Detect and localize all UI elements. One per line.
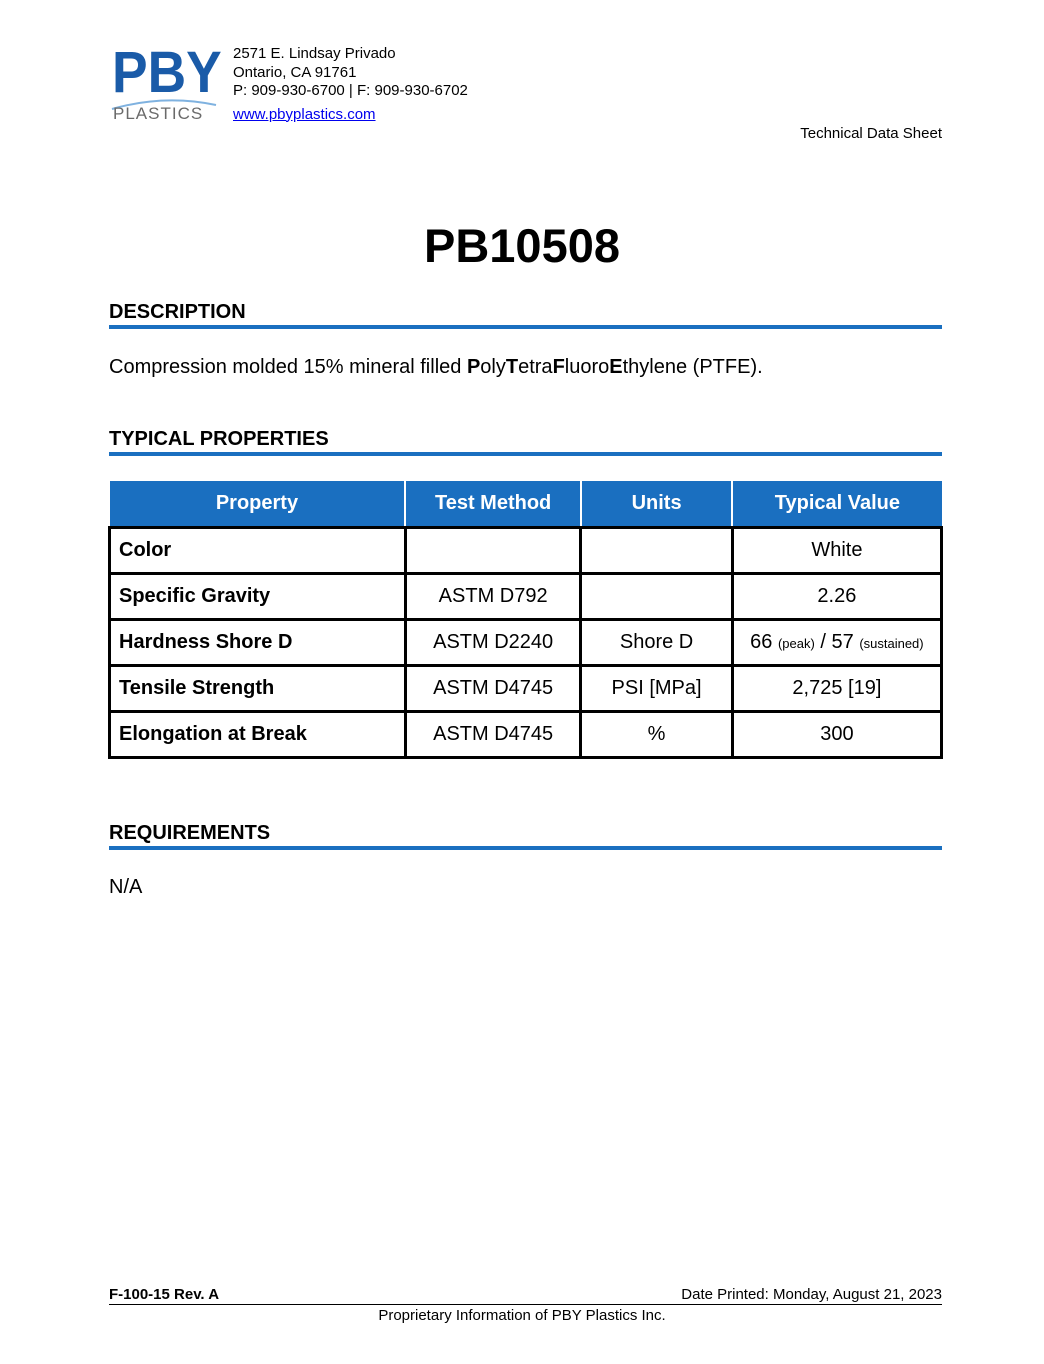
cell-method: ASTM D4745: [405, 666, 580, 712]
cell-units: %: [581, 712, 732, 758]
table-row: [110, 574, 942, 620]
cell-method: ASTM D4745: [405, 712, 580, 758]
website-link[interactable]: www.pbyplastics.com: [233, 105, 376, 123]
company-logo: [112, 40, 222, 124]
cell-property: Specific Gravity: [110, 574, 406, 620]
address-line-2: Ontario, CA 91761: [233, 63, 357, 81]
cell-method: ASTM D792: [405, 574, 580, 620]
cell-value: 66 (peak) / 57 (sustained): [732, 620, 941, 666]
requirements-text: N/A: [109, 876, 143, 898]
product-code-title: PB10508: [424, 219, 620, 272]
description-heading: DESCRIPTION: [109, 300, 942, 329]
cell-value: 2,725 [19]: [732, 666, 941, 712]
table-row: [110, 712, 942, 758]
cell-property: Hardness Shore D: [110, 620, 406, 666]
cell-method: ASTM D2240: [405, 620, 580, 666]
col-typical-value: Typical Value: [732, 481, 941, 528]
col-test-method: Test Method: [405, 481, 580, 528]
cell-value: 2.26: [732, 574, 941, 620]
company-address: [233, 45, 468, 124]
table-row: [110, 528, 942, 574]
document-type: Technical Data Sheet: [800, 125, 942, 142]
cell-value: White: [732, 528, 941, 574]
address-line-1: 2571 E. Lindsay Privado: [233, 45, 396, 62]
col-units: Units: [581, 481, 732, 528]
col-property: Property: [110, 481, 406, 528]
cell-units: Shore D: [581, 620, 732, 666]
form-id: F-100-15 Rev. A: [109, 1286, 220, 1303]
footer-divider: [109, 1304, 942, 1305]
cell-units: [581, 574, 732, 620]
table-row: [110, 620, 942, 666]
cell-property: Tensile Strength: [110, 666, 406, 712]
date-printed: Date Printed: Monday, August 21, 2023: [681, 1286, 942, 1303]
cell-units: [581, 528, 732, 574]
requirements-heading: REQUIREMENTS: [109, 821, 942, 850]
logo-brand: PBY: [112, 40, 222, 105]
cell-value: 300: [732, 712, 941, 758]
table-row: [110, 666, 942, 712]
phone-fax: P: 909-930-6700 | F: 909-930-6702: [233, 82, 468, 99]
cell-property: Elongation at Break: [110, 712, 406, 758]
cell-units: PSI [MPa]: [581, 666, 732, 712]
properties-table: [108, 481, 943, 759]
proprietary-notice: Proprietary Information of PBY Plastics Inc.: [378, 1307, 666, 1324]
table-header-row: [110, 481, 942, 528]
cell-method: [405, 528, 580, 574]
cell-property: Color: [110, 528, 406, 574]
description-text: Compression molded 15% mineral filled PolyTetraFluoroEthylene (PTFE).: [109, 356, 763, 378]
properties-heading: TYPICAL PROPERTIES: [109, 427, 942, 456]
logo-sub: PLASTICS: [113, 104, 204, 123]
